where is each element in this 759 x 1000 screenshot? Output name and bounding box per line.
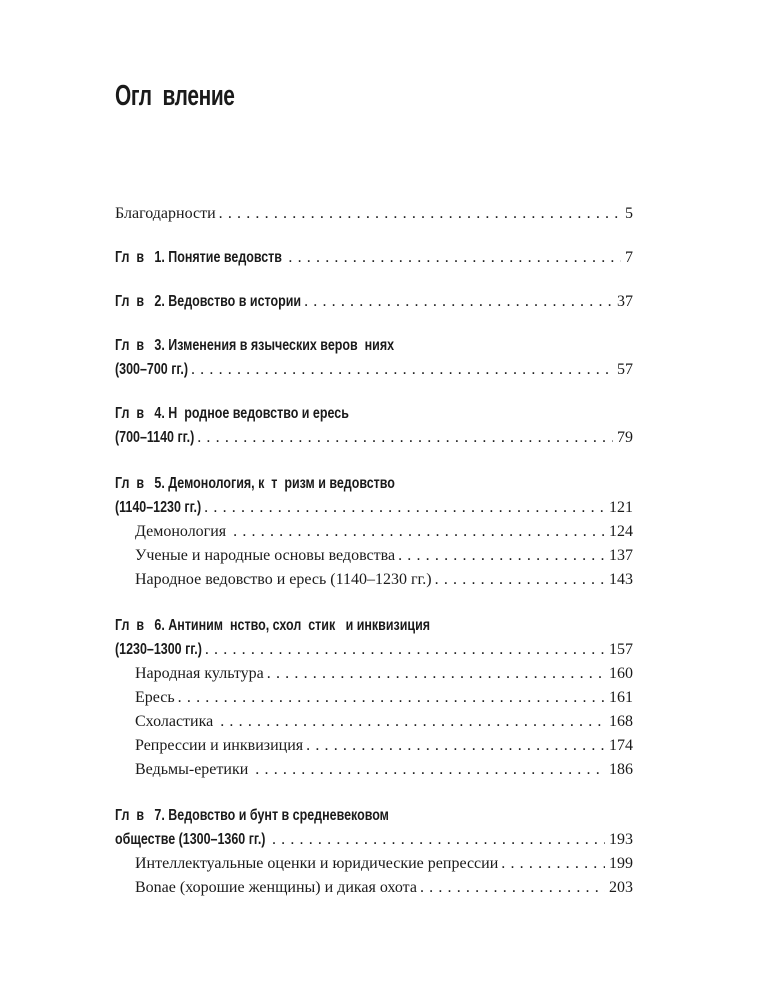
toc-chapter-2[interactable] <box>115 290 633 314</box>
dot-leader <box>267 662 605 686</box>
toc-page-number: 37 <box>617 293 633 310</box>
toc-page-number: 168 <box>609 713 633 730</box>
section-title: Ученые и народные основы ведовства <box>135 547 396 564</box>
toc-chapter-4[interactable] <box>115 402 633 450</box>
dot-leader <box>288 246 621 270</box>
chapter-title: Гл в 1. Понятие ведовств <box>115 249 286 266</box>
toc-section[interactable] <box>115 662 633 686</box>
toc-page-number: 186 <box>609 761 633 778</box>
chapter-dates: (700–1140 гг.) <box>115 429 195 446</box>
section-title: Репрессии и инквизиция <box>135 737 304 754</box>
toc-chapter-6[interactable] <box>115 614 633 782</box>
section-title: Народное ведовство и ересь (1140–1230 гг.) <box>135 571 432 588</box>
section-title: Ведьмы-еретики <box>135 761 253 778</box>
toc-page-number: 143 <box>609 571 633 588</box>
toc-chapter-5[interactable] <box>115 472 633 592</box>
toc-section[interactable] <box>115 568 633 592</box>
page-title: Огл вление <box>115 80 235 112</box>
dot-leader <box>219 202 621 226</box>
toc-page-number: 7 <box>625 249 633 266</box>
toc-page-number: 121 <box>609 499 633 516</box>
dot-leader <box>191 358 613 382</box>
dot-leader <box>197 426 613 450</box>
toc-page-number: 174 <box>609 737 633 754</box>
chapter-title: Гл в 6. Антиним нство, схол стик и инквизиция <box>115 617 431 634</box>
dot-leader <box>304 290 613 314</box>
toc-page-number: 161 <box>609 689 633 706</box>
chapter-dates: (300–700 гг.) <box>115 361 188 378</box>
toc-chapter-7[interactable] <box>115 804 633 900</box>
toc-page-number: 160 <box>609 665 633 682</box>
toc-section[interactable] <box>115 686 633 710</box>
toc-page-number: 5 <box>625 205 633 222</box>
toc-page-number: 79 <box>617 429 633 446</box>
toc-section[interactable] <box>115 544 633 568</box>
chapter-title: Гл в 2. Ведовство в истории <box>115 293 302 310</box>
toc-chapter-3[interactable] <box>115 334 633 382</box>
chapter-dates: обществе (1300–1360 гг.) <box>115 831 269 848</box>
section-title: Демонология <box>135 523 231 540</box>
toc-page-number: 157 <box>609 641 633 658</box>
dot-leader <box>220 710 605 734</box>
dot-leader <box>272 828 605 852</box>
section-title: Народная культура <box>135 665 264 682</box>
dot-leader <box>501 852 605 876</box>
toc-section[interactable] <box>115 734 633 758</box>
section-title: Схоластика <box>135 713 218 730</box>
toc-entry-label: Благодарности <box>115 205 216 222</box>
dot-leader <box>255 758 605 782</box>
toc-section[interactable] <box>115 520 633 544</box>
dot-leader <box>233 520 605 544</box>
section-title: Ересь <box>135 689 175 706</box>
toc-page-number: 193 <box>609 831 633 848</box>
section-title: Интеллектуальные оценки и юридические репрессии <box>135 855 499 872</box>
chapter-title: Гл в 5. Демонология, к т ризм и ведовство <box>115 475 395 492</box>
toc-chapter-1[interactable] <box>115 246 633 270</box>
chapter-title: Гл в 4. Н родное ведовство и ересь <box>115 405 349 422</box>
dot-leader <box>435 568 605 592</box>
toc-entry-acknowledgments[interactable] <box>115 202 633 226</box>
dot-leader <box>178 686 605 710</box>
chapter-dates: (1140–1230 гг.) <box>115 499 202 516</box>
section-title: Bonae (хорошие женщины) и дикая охота <box>135 879 417 896</box>
dot-leader <box>205 638 605 662</box>
toc-page-number: 137 <box>609 547 633 564</box>
dot-leader <box>398 544 605 568</box>
toc-section[interactable] <box>115 758 633 782</box>
dot-leader <box>204 496 605 520</box>
toc-page-number: 203 <box>609 879 633 896</box>
chapter-title: Гл в 7. Ведовство и бунт в средневековом <box>115 807 389 824</box>
toc-section[interactable] <box>115 852 633 876</box>
dot-leader <box>306 734 605 758</box>
toc-section[interactable] <box>115 876 633 900</box>
dot-leader <box>420 876 605 900</box>
chapter-dates: (1230–1300 гг.) <box>115 641 202 658</box>
toc-page-number: 199 <box>609 855 633 872</box>
chapter-title: Гл в 3. Изменения в языческих веров ниях <box>115 337 395 354</box>
toc-page-number: 124 <box>609 523 633 540</box>
toc-page-number: 57 <box>617 361 633 378</box>
table-of-contents <box>115 202 633 900</box>
toc-section[interactable] <box>115 710 633 734</box>
